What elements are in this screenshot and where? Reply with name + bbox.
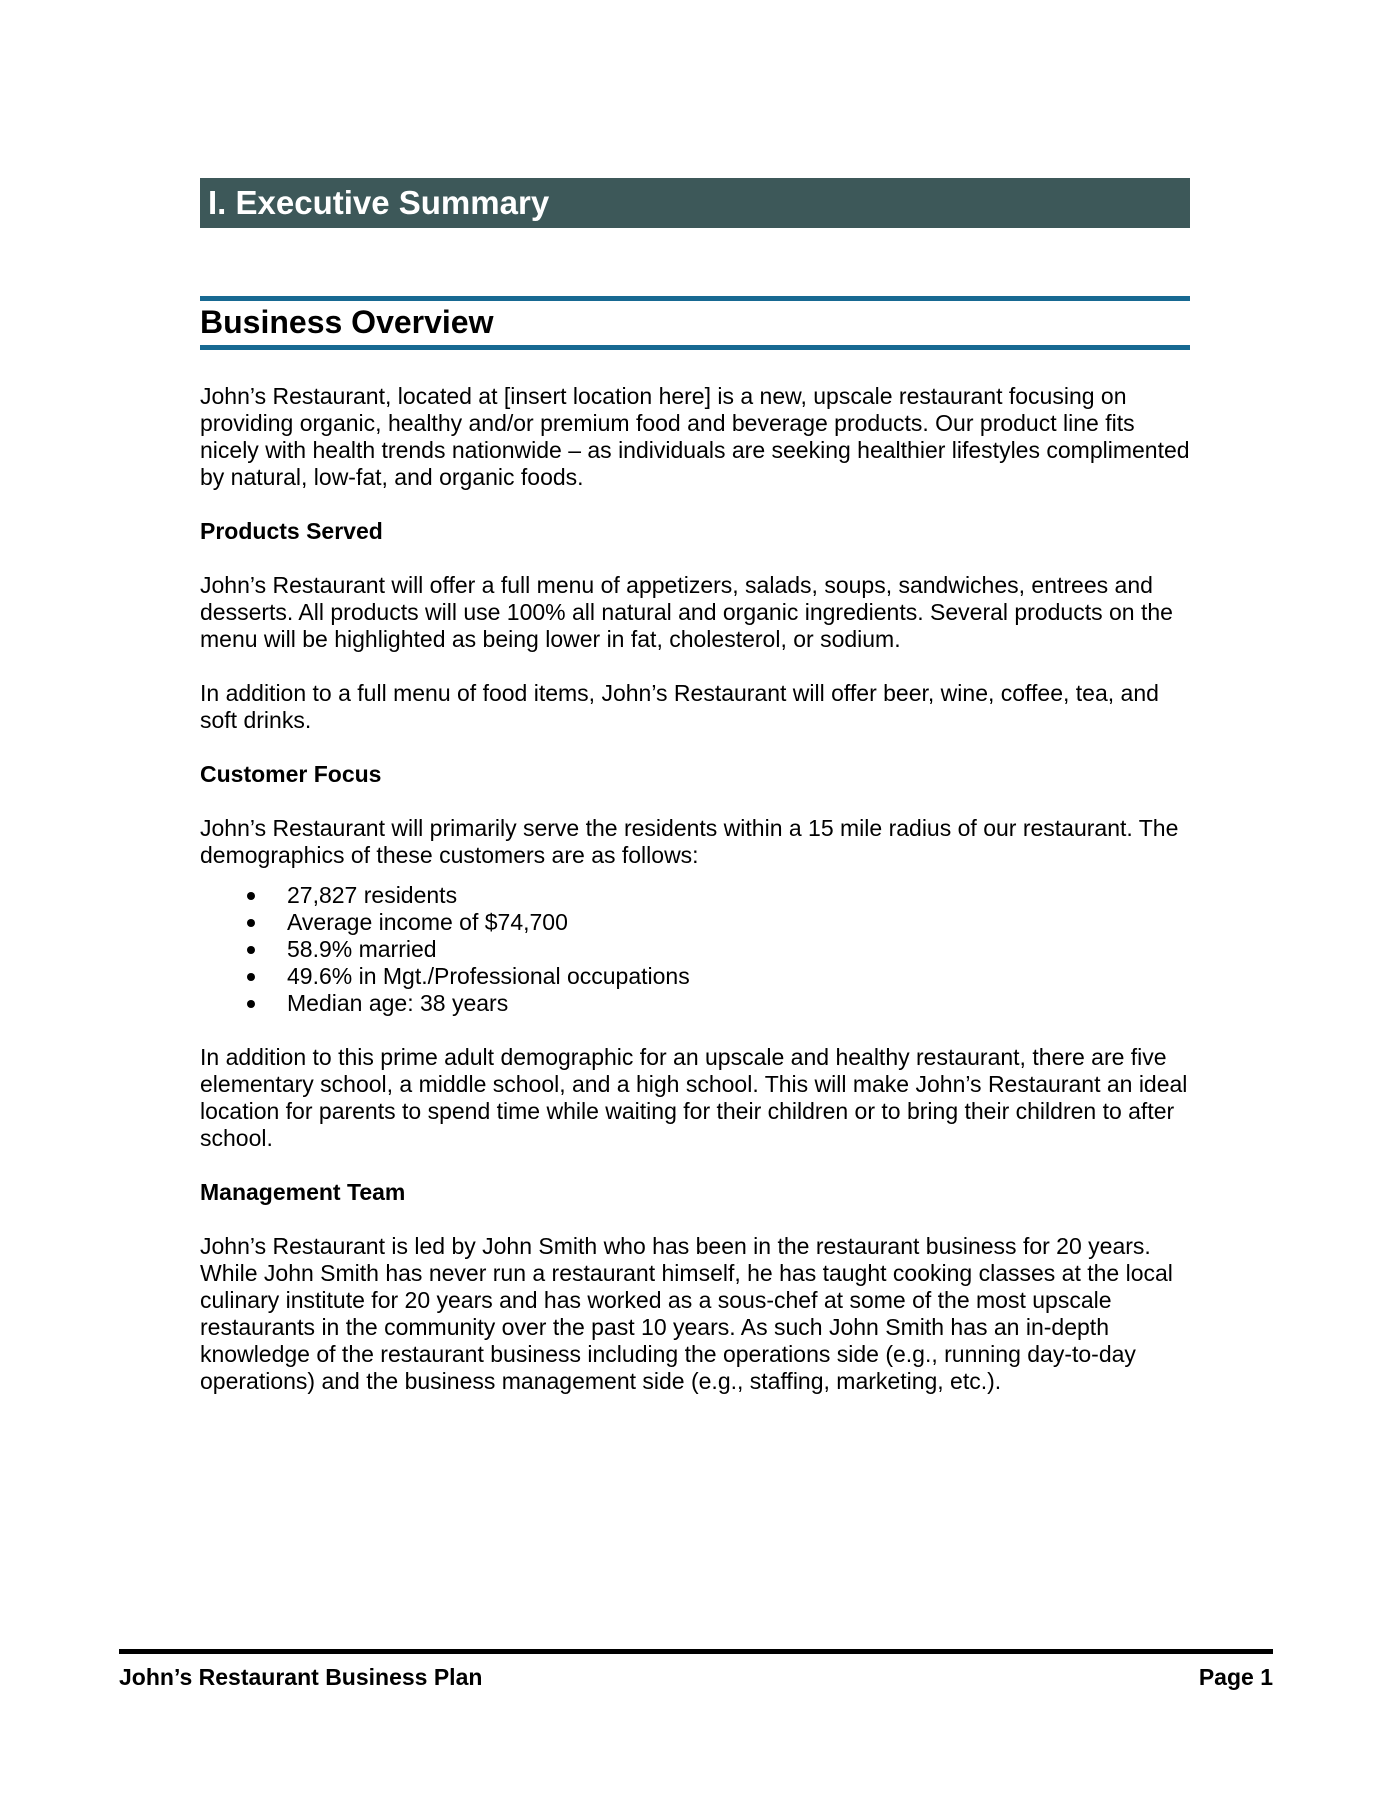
list-item-text: 27,827 residents: [287, 882, 458, 908]
bullet-marker-icon: [247, 892, 255, 900]
list-item: [200, 882, 1190, 909]
list-item-text: Median age: 38 years: [287, 990, 509, 1016]
section-heading: Business Overview: [200, 296, 1190, 350]
body-copy: [200, 383, 1190, 1395]
page-footer: [119, 1649, 1273, 1691]
heading-products-served: Products Served: [200, 518, 383, 544]
demographics-list: [200, 882, 1190, 1017]
paragraph-customer-1: John’s Restaurant will primarily serve the residents within a 15 mile radius of our restaurant. The demographics of these customers are as follows:: [200, 815, 1179, 868]
list-item: [200, 963, 1190, 990]
paragraph-products-2: In addition to a full menu of food items, John’s Restaurant will offer beer, wine, coffee, tea, and soft drinks.: [200, 680, 1159, 733]
footer-document-title: John’s Restaurant Business Plan: [119, 1664, 483, 1690]
list-item-text: 58.9% married: [287, 936, 437, 962]
list-item-text: 49.6% in Mgt./Professional occupations: [287, 963, 690, 989]
paragraph-customer-2: In addition to this prime adult demographic for an upscale and healthy restaurant, there are five elementary school, a middle school, and a high school. This will make John’s Restaurant an ideal location for parents to spend time while waiting for their children or to bring their children to after school.: [200, 1044, 1188, 1151]
paragraph-products-1: John’s Restaurant will offer a full menu of appetizers, salads, soups, sandwiches, entrees and desserts. All products will use 100% all natural and organic ingredients. Several products on the menu will be highlighted as being lower in fat, cholesterol, or sodium.: [200, 572, 1173, 652]
bullet-marker-icon: [247, 973, 255, 981]
section-banner: I. Executive Summary: [200, 178, 1190, 228]
bullet-marker-icon: [247, 1000, 255, 1008]
heading-management-team: Management Team: [200, 1179, 406, 1205]
footer-page-number: Page 1: [1198, 1664, 1273, 1690]
heading-customer-focus: Customer Focus: [200, 761, 382, 787]
list-item: [200, 990, 1190, 1017]
list-item-text: Average income of $74,700: [287, 909, 568, 935]
bullet-marker-icon: [247, 946, 255, 954]
list-item: [200, 936, 1190, 963]
paragraph-intro: John’s Restaurant, located at [insert location here] is a new, upscale restaurant focusing on providing organic, healthy and/or premium food and beverage products. Our product line fits nicely with health trends nationwide – as individuals are seeking healthier lifestyles complimented by natural, low-fat, and organic foods.: [200, 383, 1190, 490]
bullet-marker-icon: [247, 919, 255, 927]
list-item: [200, 909, 1190, 936]
document-content: [200, 0, 1190, 1395]
paragraph-management-1: John’s Restaurant is led by John Smith who has been in the restaurant business for 20 years. While John Smith has never run a restaurant himself, he has taught cooking classes at the local culinary institute for 20 years and has worked as a sous-chef at some of the most upscale restaurants in the community over the past 10 years. As such John Smith has an in-depth knowledge of the restaurant business including the operations side (e.g., running day-to-day operations) and the business management side (e.g., staffing, marketing, etc.).: [200, 1233, 1173, 1394]
